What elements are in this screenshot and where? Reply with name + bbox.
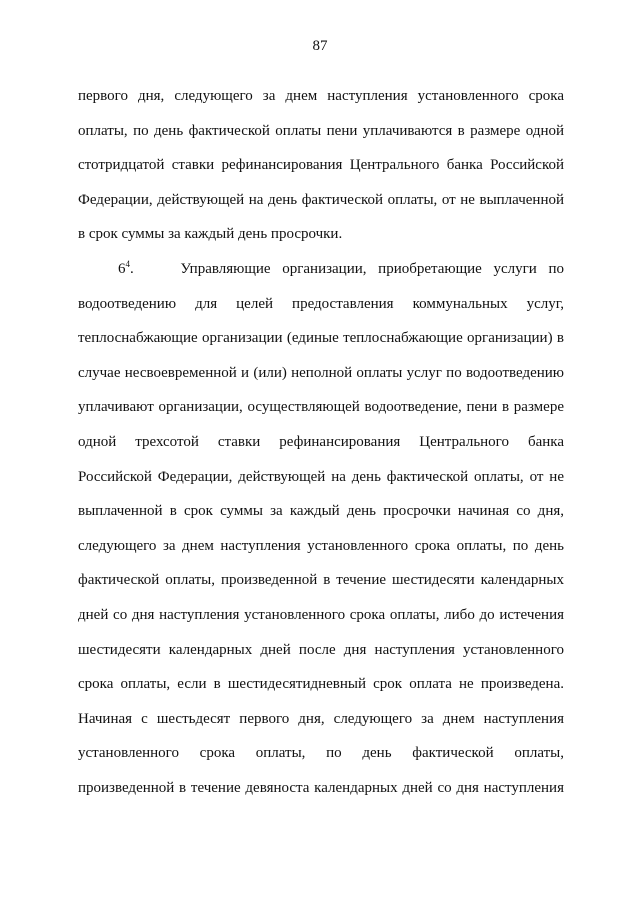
paragraph-first-line [78, 252, 564, 287]
text-line: произведенной в течение девяноста календарных дней со дня наступления [78, 779, 564, 796]
text-line: Федерации, действующей на день фактической оплаты, от не выплаченной [78, 191, 564, 208]
paragraph-number-base: 6 [118, 260, 126, 277]
text-line: выплаченной в срок суммы за каждый день просрочки начиная со дня, [78, 503, 564, 520]
paragraph-number-superscript: 4 [125, 258, 130, 269]
page-number: 87 [312, 38, 328, 54]
text-line: теплоснабжающие организации (единые теплоснабжающие организации) в [78, 330, 564, 347]
text-line: в срок суммы за каждый день просрочки. [78, 226, 343, 243]
text-line: одной трехсотой ставки рефинансирования Центрального банка [78, 433, 564, 450]
document-body [78, 79, 564, 805]
text-line: Российской Федерации, действующей на день фактической оплаты, от не [78, 468, 564, 485]
paragraph-number [118, 258, 134, 277]
text-line: установленного срока оплаты, по день фактической оплаты, [78, 745, 564, 762]
text-line: Начиная с шестьдесят первого дня, следующего за днем наступления [78, 710, 564, 727]
paragraph-first-line-text: Управляющие организации, приобретающие услуги по [180, 260, 565, 277]
text-line: шестидесяти календарных дней после дня наступления установленного [78, 641, 564, 658]
text-line: первого дня, следующего за днем наступления установленного срока [78, 88, 564, 104]
text-line: фактической оплаты, произведенной в течение шестидесяти календарных [78, 572, 564, 589]
text-line: стотридцатой ставки рефинансирования Центрального банка Российской [78, 157, 564, 174]
text-line: уплачивают организации, осуществляющей водоотведение, пени в размере [78, 399, 564, 416]
paragraph-number-suffix: . [130, 260, 134, 277]
text-line: водоотведению для целей предоставления коммунальных услуг, [78, 295, 564, 312]
text-line: срока оплаты, если в шестидесятидневный срок оплата не произведена. [78, 676, 564, 693]
text-line: дней со дня наступления установленного срока оплаты, либо до истечения [78, 606, 564, 623]
text-line: следующего за днем наступления установленного срока оплаты, по день [78, 537, 564, 554]
text-line: оплаты, по день фактической оплаты пени уплачиваются в размере одной [78, 122, 564, 139]
text-line: случае несвоевременной и (или) неполной оплаты услуг по водоотведению [78, 364, 564, 381]
